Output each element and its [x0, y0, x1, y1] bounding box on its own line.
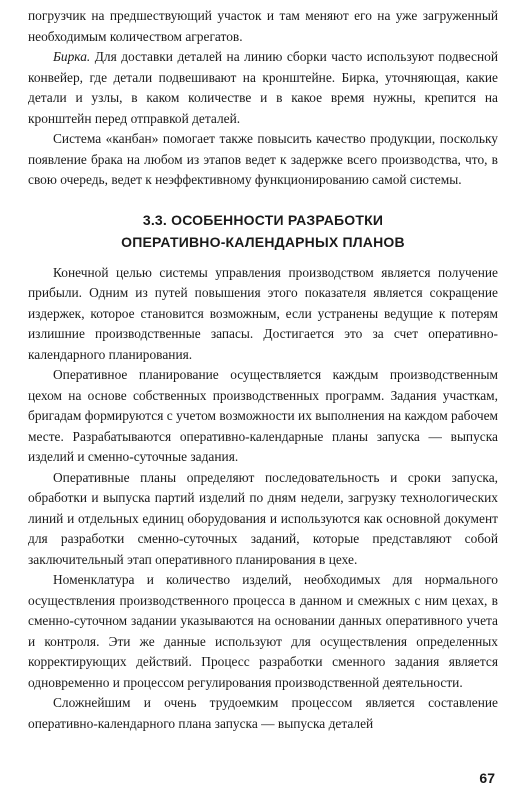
paragraph-8: Сложнейшим и очень трудоемким процессом является составление оперативно-календарного плана запуска — выпуска деталей — [28, 695, 498, 731]
document-page — [28, 6, 498, 734]
paragraph-4: Конечной целью системы управления производством является получение прибыли. Одним из путей повышения этого показателя является сокращение издержек, которое становится возможным, если устранены ведущие к потерям излишние производственные запасы. Достигается это за счет оперативно-календарного планирования. — [28, 264, 498, 362]
section-heading-line-1: 3.3. ОСОБЕННОСТИ РАЗРАБОТКИ — [142, 211, 384, 228]
page-number: 67 — [479, 770, 495, 786]
paragraph-6: Оперативные планы определяют последовательность и сроки запуска, обработки и выпуска партий изделий по дням недели, загрузку технологических линий и отдельных единиц оборудования и используются как основной документ для разработки сменно-суточных заданий, которые представляют собой заключительный этап оперативного планирования в цехе. — [28, 469, 498, 567]
paragraph-5: Оперативное планирование осуществляется каждым производственным цехом на основе собственных производственных программ. Задания участкам, бригадам формируются с учетом возможности их выполнения на каждом рабочем месте. Разрабатываются оперативно-календарные планы запуска — выпуска изделий и сменно-суточные задания. — [28, 367, 498, 464]
paragraph-3: Система «канбан» помогает также повысить качество продукции, поскольку появление брака на любом из этапов ведет к задержке всего производства, что, в свою очередь, ведет к неэффективному функционированию самой системы. — [28, 131, 498, 187]
section-heading-line-2: ОПЕРАТИВНО-КАЛЕНДАРНЫХ ПЛАНОВ — [121, 233, 405, 250]
paragraph-2 — [28, 47, 498, 129]
paragraph-2-body: Для доставки деталей на линию сборки часто используют подвесной конвейер, где детали подвешивают на кронштейне. Бирка, уточняющая, какие детали и узлы, в каком количестве и в какое время нужны, крепится на кронштейн перед отправкой деталей. — [28, 49, 498, 126]
section-heading — [28, 209, 498, 253]
term-birka: Бирка. — [53, 49, 91, 64]
paragraph-7: Номенклатура и количество изделий, необходимых для нормального осуществления производственного процесса в данном и смежных с ним цехах, в сменно-суточном задании указываются на основании данных оперативного учета и контроля. Эти же данные используют для осуществления определенных корректирующих действий. Процесс разработки сменного задания является одновременно и процессом регулирования производственной деятельности. — [28, 572, 498, 690]
paragraph-1: погрузчик на предшествующий участок и там меняют его на уже загруженный необходимым количеством агрегатов. — [28, 8, 498, 44]
